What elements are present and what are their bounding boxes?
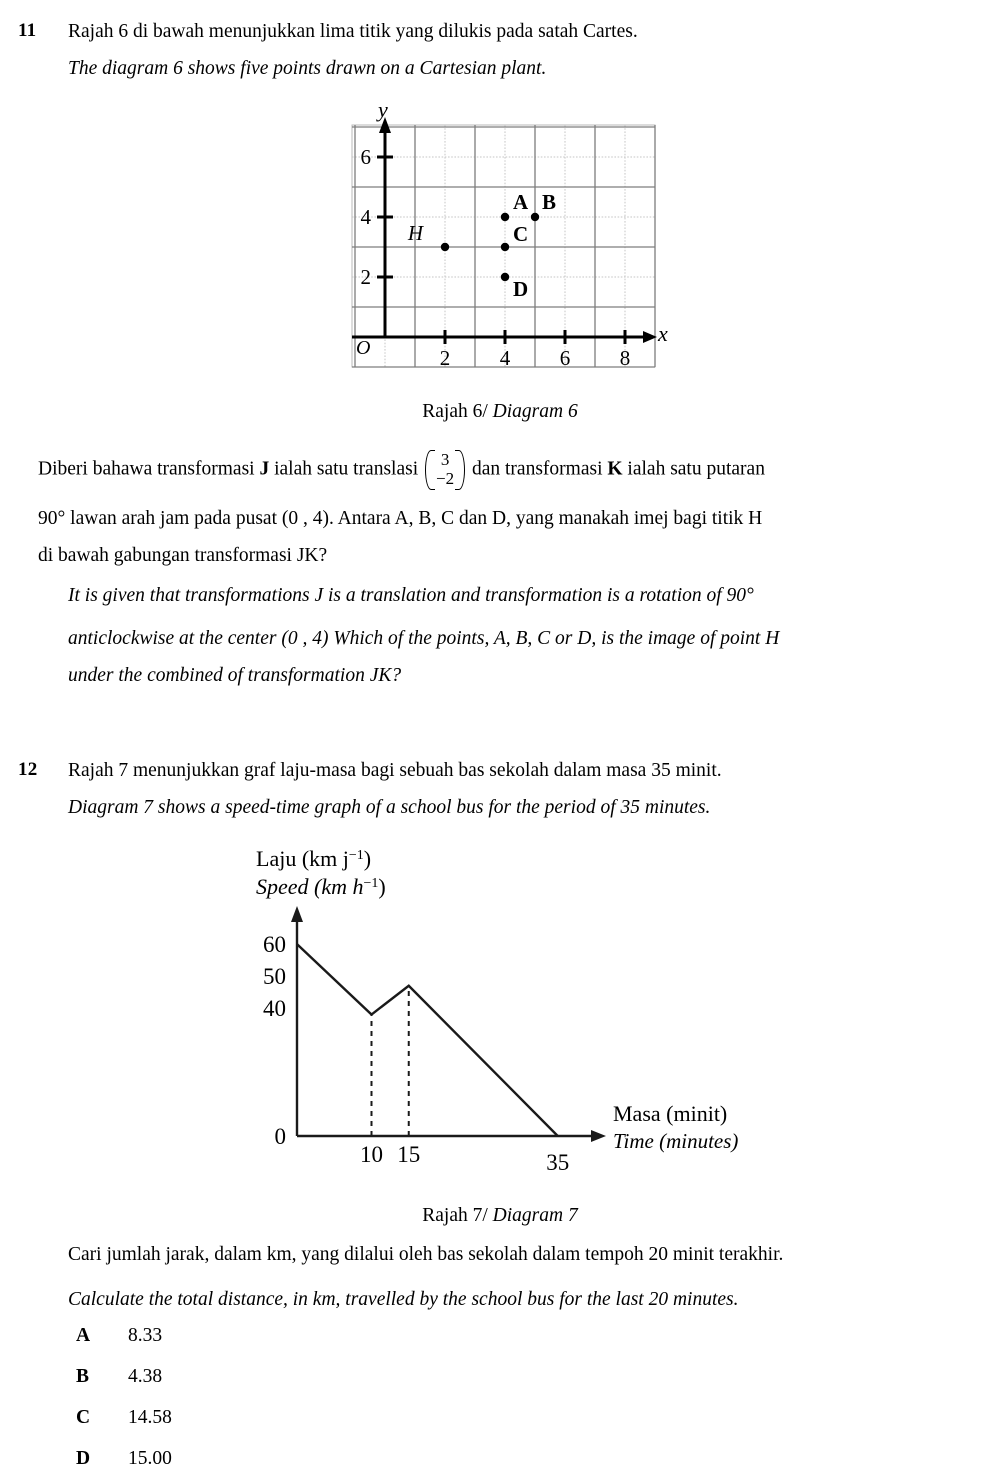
diagram-6-caption-english: Diagram 6 xyxy=(492,401,578,422)
question-11-body-malay-line1 xyxy=(38,451,765,489)
option-B-letter[interactable]: B xyxy=(76,1366,90,1387)
question-11-body-malay-line3: di bawah gabungan transformasi JK? xyxy=(38,545,328,566)
x-tick-label: 2 xyxy=(439,346,451,370)
y-tick-label: 4 xyxy=(360,205,371,229)
origin-label: O xyxy=(356,337,371,359)
question-12-prompt-malay: Cari jumlah jarak, dalam km, yang dilalui oleh bas sekolah dalam tempoh 20 minit terakhir. xyxy=(68,1244,784,1265)
y-tick-label: 0 xyxy=(274,1124,286,1149)
question-11-body-malay-line2: 90° lawan arah jam pada pusat (0 , 4). Antara A, B, C dan D, yang manakah imej bagi titik H xyxy=(38,508,763,529)
transformation-K-label: K xyxy=(607,458,623,480)
diagram-7-caption-english: Diagram 7 xyxy=(492,1205,578,1226)
x-tick-labels xyxy=(360,1142,569,1175)
question-12-stem-malay: Rajah 7 menunjukkan graf laju-masa bagi sebuah bas sekolah dalam masa 35 minit. xyxy=(68,760,722,781)
body-text-c: dan transformasi xyxy=(467,458,608,480)
vector-top-value: 3 xyxy=(440,450,450,469)
question-12-stem-english: Diagram 7 shows a speed-time graph of a school bus for the period of 35 minutes. xyxy=(68,797,711,818)
option-A-letter[interactable]: A xyxy=(76,1325,91,1346)
x-tick-label: 8 xyxy=(619,346,631,370)
point-C xyxy=(501,243,509,251)
point-label-D: D xyxy=(513,277,529,301)
x-tick-label: 10 xyxy=(360,1142,383,1167)
vector-bottom-value: −2 xyxy=(436,469,455,488)
y-axis-label-english: Speed (km $h^{-1}$) xyxy=(256,874,386,899)
point-label-B: B xyxy=(542,190,557,214)
question-11-body-english-line2: anticlockwise at the center (0 , 4) Which of the points, A, B, C or D, is the image of point H xyxy=(68,628,780,649)
x-axis-label-malay: Masa (minit) xyxy=(613,1101,728,1126)
question-11-stem-malay: Rajah 6 di bawah menunjukkan lima titik yang dilukis pada satah Cartes. xyxy=(68,21,638,42)
diagram-6-caption xyxy=(0,401,1000,423)
cartesian-diagram xyxy=(340,95,680,385)
x-axis-label: x xyxy=(658,321,668,346)
question-11-number: 11 xyxy=(18,20,37,41)
x-tick-label: 4 xyxy=(499,346,511,370)
axes xyxy=(291,906,606,1142)
y-tick-label: 50 xyxy=(263,964,286,990)
dropline-group xyxy=(372,986,409,1136)
y-tick-label: 6 xyxy=(360,145,371,169)
question-11-body-english-line3: under the combined of transformation JK? xyxy=(68,665,402,686)
point-A xyxy=(501,213,509,221)
option-C-value[interactable]: 14.58 xyxy=(128,1407,172,1428)
translation-vector xyxy=(425,450,465,488)
x-tick-label: 15 xyxy=(397,1142,421,1167)
y-tick-label: 2 xyxy=(360,265,371,289)
speed-time-curve xyxy=(297,944,558,1136)
y-tick-label: 60 xyxy=(263,932,286,958)
y-axis-label: y xyxy=(378,97,388,122)
speed-time-svg xyxy=(240,840,810,1185)
option-D-value[interactable]: 15.00 xyxy=(128,1448,172,1469)
body-text-b: ialah satu translasi xyxy=(269,458,424,480)
point-B xyxy=(531,213,539,221)
point-H xyxy=(441,243,449,251)
point-label-H: H xyxy=(407,221,423,245)
diagram-7-caption xyxy=(0,1205,1000,1227)
diagram-6-caption-malay: Rajah 6/ xyxy=(422,401,488,422)
y-axis-label-malay: Laju (km $j^{-1}$) xyxy=(256,846,372,871)
cartesian-svg xyxy=(340,95,680,385)
x-axis-label-english: Time (minutes) xyxy=(613,1129,739,1153)
option-D-letter[interactable]: D xyxy=(76,1448,91,1469)
question-12-prompt-english: Calculate the total distance, in km, travelled by the school bus for the last 20 minutes. xyxy=(68,1289,739,1310)
body-text-a: Diberi bahawa transformasi xyxy=(38,458,260,480)
y-tick-label: 40 xyxy=(263,996,286,1022)
body-text-d: ialah satu putaran xyxy=(622,458,765,480)
speed-time-diagram xyxy=(240,840,810,1185)
point-label-C: C xyxy=(513,222,529,246)
x-tick-label: 35 xyxy=(546,1150,570,1175)
point-label-A: A xyxy=(513,190,529,214)
transformation-J-label: J xyxy=(259,458,270,480)
point-D xyxy=(501,273,509,281)
option-B-value[interactable]: 4.38 xyxy=(128,1366,163,1387)
diagram-7-caption-malay: Rajah 7/ xyxy=(422,1205,488,1226)
y-tick-labels xyxy=(263,932,286,1149)
option-A-value[interactable]: 8.33 xyxy=(128,1325,163,1346)
option-C-letter[interactable]: C xyxy=(76,1407,91,1428)
question-11-stem-english: The diagram 6 shows five points drawn on a Cartesian plant. xyxy=(68,58,547,79)
question-12-number: 12 xyxy=(18,759,38,780)
x-tick-label: 6 xyxy=(559,346,571,370)
question-11-body-english-line1: It is given that transformations J is a translation and transformation is a rotation of 90° xyxy=(68,585,754,606)
